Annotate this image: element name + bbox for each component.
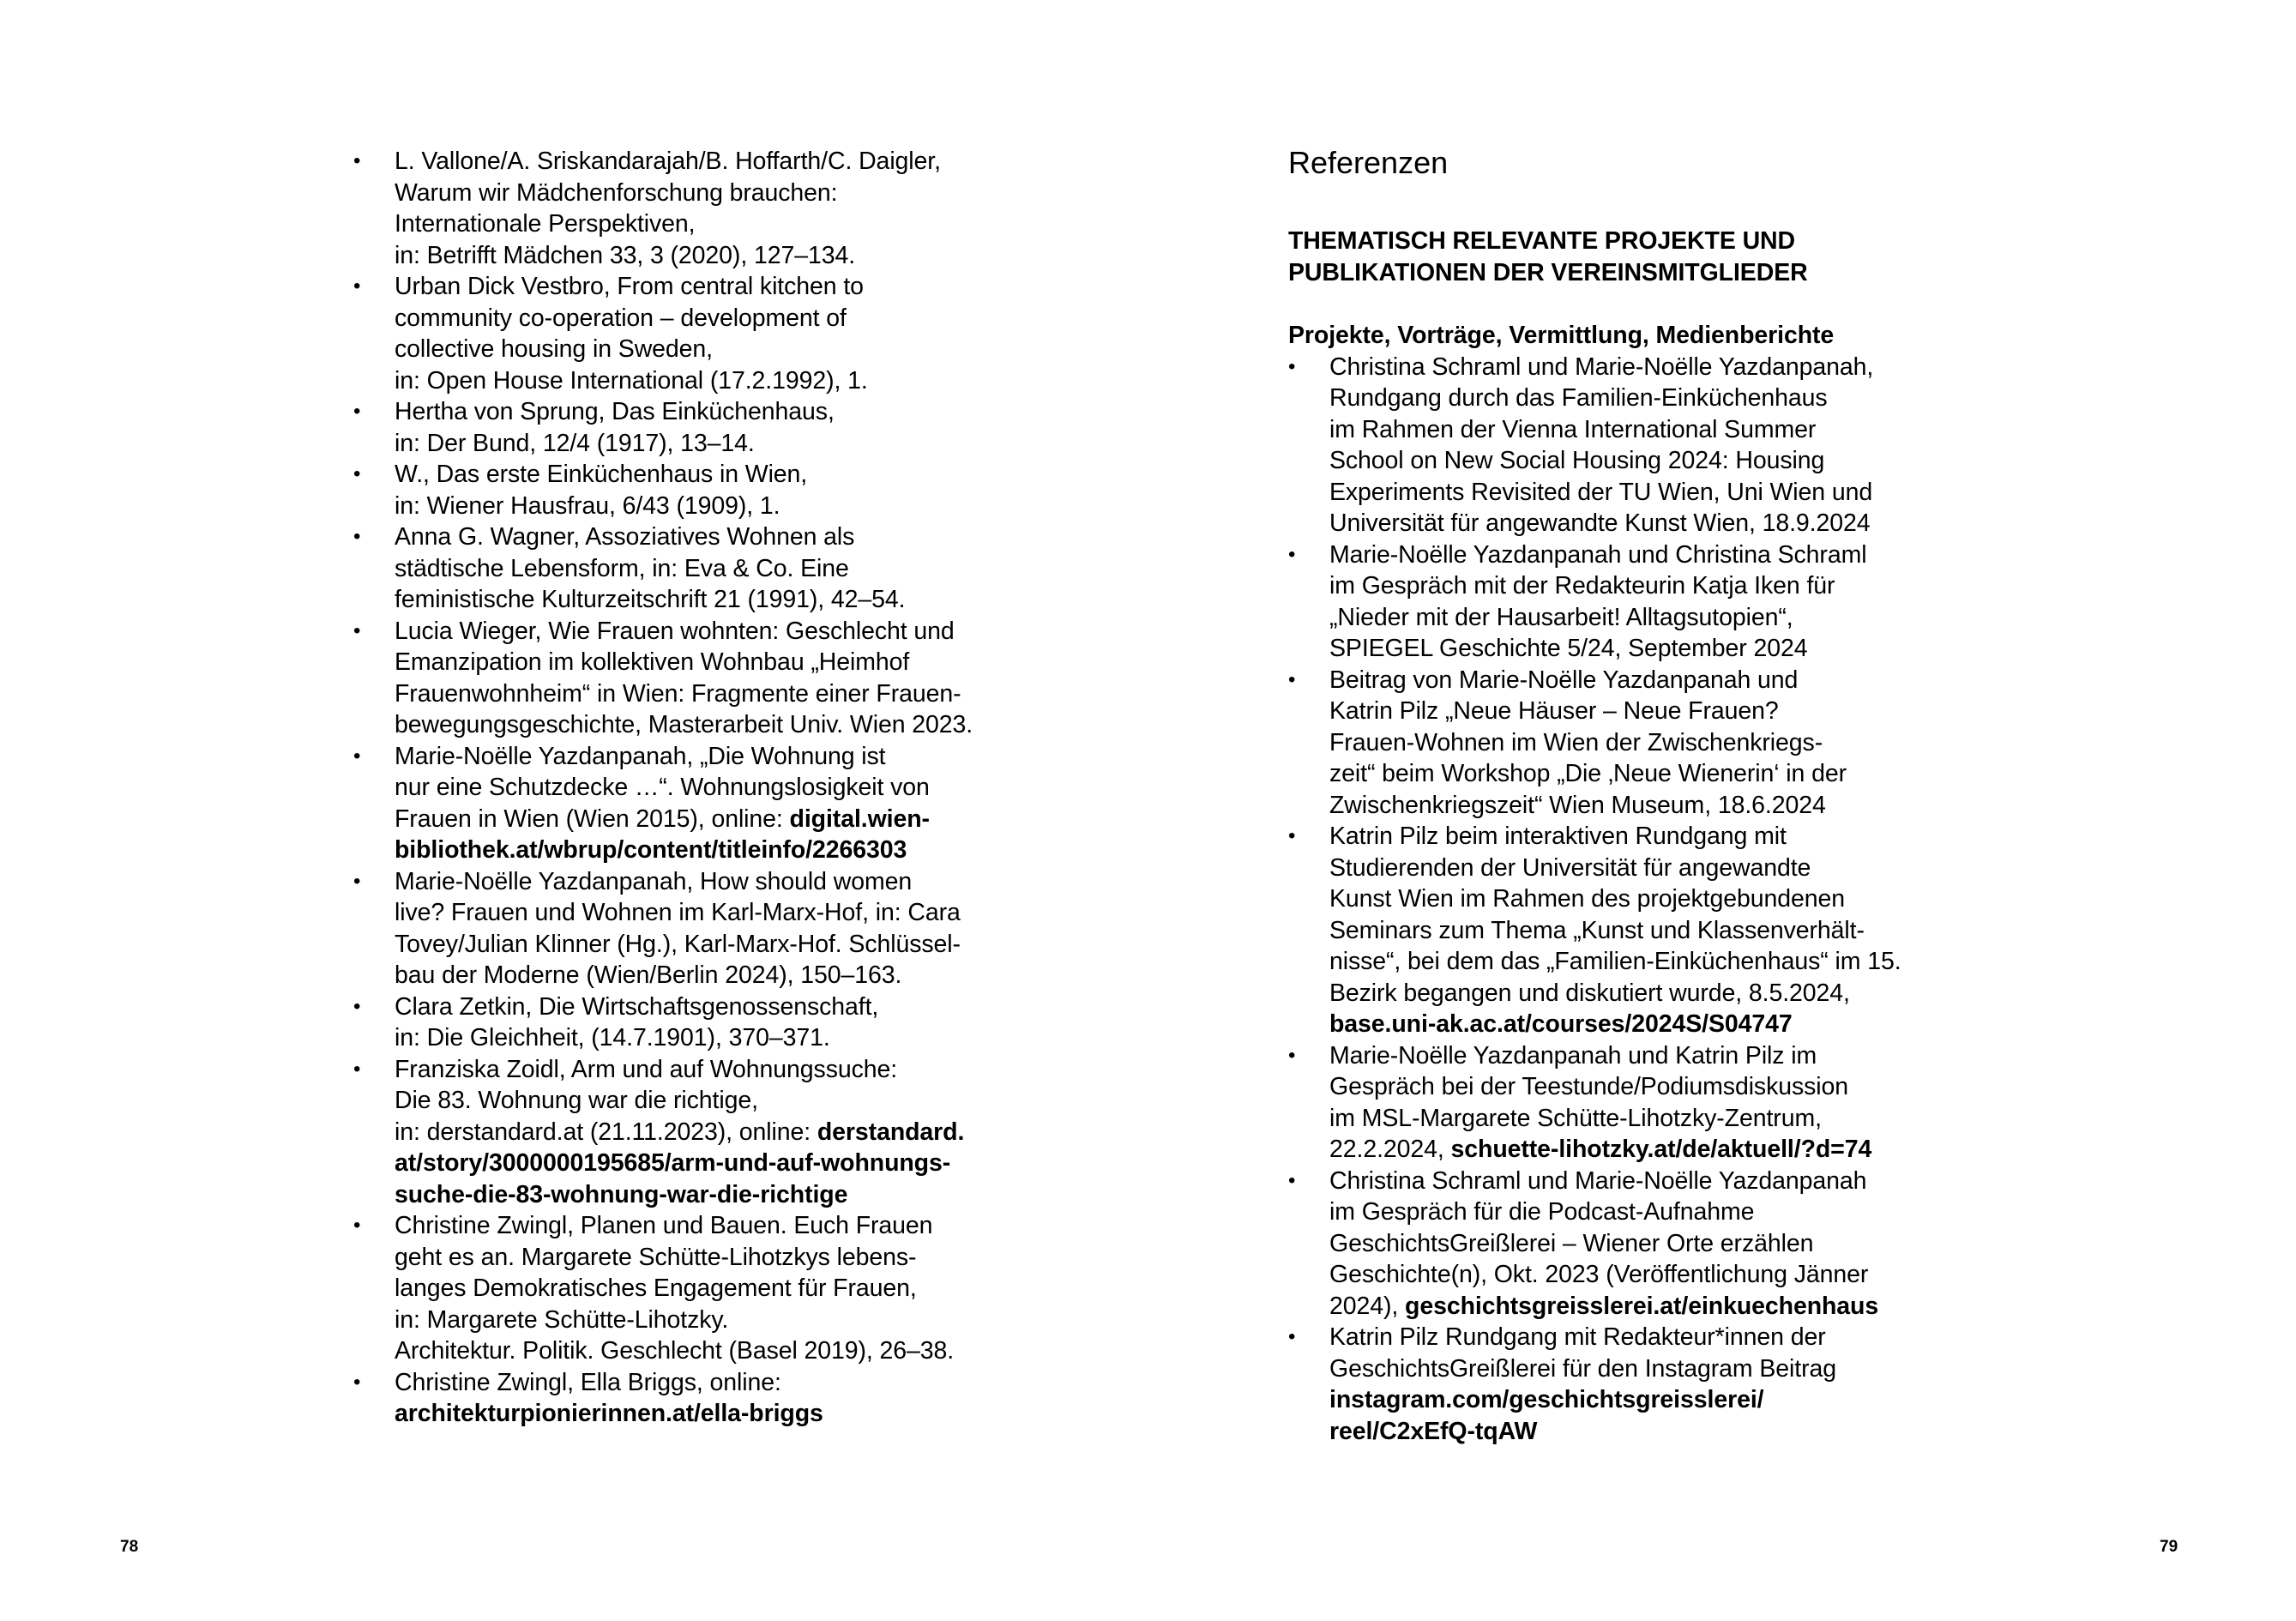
reference-line: [395, 616, 1057, 648]
reference-text: collective housing in Sweden,: [395, 335, 713, 363]
reference-line: [1329, 853, 1992, 884]
reference-text: Zwischenkriegszeit“ Wien Museum, 18.6.2024: [1329, 791, 1826, 819]
reference-line: [395, 709, 1057, 741]
reference-entry: [1288, 1322, 1992, 1447]
reference-text: Bezirk begangen und diskutiert wurde, 8.5.2024,: [1329, 979, 1850, 1007]
reference-text: Frauenwohnheim“ in Wien: Fragmente einer Frauen-: [395, 679, 961, 708]
reference-text: Christine Zwingl, Ella Briggs, online:: [395, 1368, 781, 1396]
reference-text: im Gespräch mit der Redakteurin Katja Iken für: [1329, 572, 1835, 600]
reference-text: Architektur. Politik. Geschlecht (Basel 2019), 26–38.: [395, 1337, 955, 1365]
section-title-line: THEMATISCH RELEVANTE PROJEKTE UND: [1288, 227, 1796, 255]
reference-text: Marie-Noëlle Yazdanpanah, How should women: [395, 867, 913, 895]
reference-text: live? Frauen und Wohnen im Karl-Marx-Hof, in: Cara: [395, 899, 961, 926]
reference-line: [395, 491, 1057, 522]
reference-line: [1329, 915, 1992, 947]
reference-text: Christina Schraml und Marie-Noëlle Yazdanpanah: [1329, 1166, 1867, 1195]
reference-line: [1329, 1040, 1992, 1072]
reference-text: Frauen-Wohnen im Wien der Zwischenkriegs-: [1329, 728, 1823, 756]
reference-line: [1329, 978, 1992, 1009]
reference-line: [395, 991, 1057, 1023]
reference-line: [1329, 946, 1992, 978]
reference-text: Kunst Wien im Rahmen des projektgebundenen: [1329, 885, 1845, 913]
reference-entry: [353, 521, 1057, 616]
reference-text: Emanzipation im kollektiven Wohnbau „Heimhof: [395, 648, 910, 676]
references-column: [1288, 146, 1992, 1447]
reference-entry: [1288, 352, 1992, 539]
reference-line: [395, 678, 1057, 710]
reference-line: [395, 835, 1057, 866]
reference-text: School on New Social Housing 2024: Housing: [1329, 447, 1825, 474]
reference-line: [1329, 1322, 1992, 1353]
bibliography-list: [353, 146, 1057, 1430]
reference-text: Hertha von Sprung, Das Einküchenhaus,: [395, 398, 835, 425]
reference-entry: [1288, 539, 1992, 665]
reference-text: Marie-Noëlle Yazdanpanah und Christina Schraml: [1329, 540, 1867, 569]
reference-entry: [353, 1367, 1057, 1430]
bullet-icon: •: [1288, 667, 1296, 691]
reference-text: Katrin Pilz Rundgang mit Redakteur*innen der: [1329, 1323, 1826, 1351]
reference-entry: [353, 271, 1057, 396]
bullet-icon: •: [353, 149, 361, 172]
reference-text: Marie-Noëlle Yazdanpanah und Katrin Pilz im: [1329, 1041, 1817, 1070]
reference-text: Christine Zwingl, Planen und Bauen. Euch Frauen: [395, 1212, 933, 1239]
reference-line: [1329, 1228, 1992, 1260]
bullet-icon: •: [1288, 824, 1296, 847]
reference-line: [1329, 1259, 1992, 1291]
right-page: [1148, 0, 2296, 1621]
reference-text: GeschichtsGreißlerei für den Instagram Beitrag: [1329, 1354, 1836, 1383]
reference-text: Beitrag von Marie-Noëlle Yazdanpanah und: [1329, 666, 1799, 694]
reference-line: [395, 1210, 1057, 1242]
reference-line: [1329, 508, 1992, 539]
reference-text: in: Open House International (17.2.1992), 1.: [395, 366, 868, 395]
reference-text: im MSL-Margarete Schütte-Lihotzky-Zentrum,: [1329, 1104, 1822, 1132]
reference-line: [395, 428, 1057, 460]
section-title: [1288, 226, 1992, 288]
reference-line: [395, 1179, 1057, 1211]
reference-line: [395, 271, 1057, 303]
reference-line: [1329, 696, 1992, 727]
reference-line: [395, 1085, 1057, 1117]
reference-text: Frauen in Wien (Wien 2015), online:: [395, 804, 790, 833]
reference-line: [395, 1273, 1057, 1305]
reference-line: [1329, 790, 1992, 822]
reference-line: [1329, 383, 1992, 414]
reference-text: in: derstandard.at (21.11.2023), online:: [395, 1118, 817, 1146]
reference-line: [395, 178, 1057, 209]
reference-text: im Gespräch für die Podcast-Aufnahme: [1329, 1198, 1755, 1226]
reference-line: [1329, 758, 1992, 790]
reference-line: [1329, 1134, 1992, 1166]
reference-line: [395, 1148, 1057, 1179]
bullet-icon: •: [353, 618, 361, 642]
reference-entry: [353, 459, 1057, 521]
reference-line: [395, 584, 1057, 616]
reference-line: [395, 960, 1057, 991]
reference-line: [395, 208, 1057, 240]
page-heading: Referenzen: [1288, 145, 1449, 180]
reference-line: [1329, 1103, 1992, 1135]
bullet-icon: •: [1288, 1168, 1296, 1192]
reference-link[interactable]: instagram.com/geschichtsgreisslerei/: [1329, 1386, 1764, 1413]
reference-text: Urban Dick Vestbro, From central kitchen to: [395, 273, 864, 300]
reference-text: Seminars zum Thema „Kunst und Klassenverhält-: [1329, 916, 1865, 944]
reference-line: [1329, 1071, 1992, 1103]
bullet-icon: •: [1288, 1043, 1296, 1067]
reference-line: [395, 365, 1057, 397]
reference-link[interactable]: bibliothek.at/wbrup/content/titleinfo/2266303: [395, 836, 907, 864]
page-number: 78: [120, 1538, 139, 1556]
reference-line: [1329, 1353, 1992, 1385]
reference-line: [395, 929, 1057, 961]
reference-entry: [353, 1054, 1057, 1211]
reference-text: in: Der Bund, 12/4 (1917), 13–14.: [395, 429, 755, 457]
reference-entry: [353, 396, 1057, 459]
reference-link[interactable]: suche-die-83-wohnung-war-die-richtige: [395, 1180, 848, 1208]
reference-line: [395, 1242, 1057, 1274]
bullet-icon: •: [353, 400, 361, 423]
reference-entry: [1288, 665, 1992, 822]
reference-line: [1329, 445, 1992, 477]
reference-text: Die 83. Wohnung war die richtige,: [395, 1087, 758, 1114]
reference-line: [1329, 665, 1992, 696]
bullet-icon: •: [353, 1370, 361, 1394]
reference-line: [1329, 414, 1992, 446]
reference-line: [395, 897, 1057, 929]
reference-text: 2024),: [1329, 1292, 1406, 1320]
reference-line: [395, 1117, 1057, 1148]
reference-line: [1329, 570, 1992, 602]
reference-text: Franziska Zoidl, Arm und auf Wohnungssuche:: [395, 1055, 898, 1083]
reference-link[interactable]: schuette-lihotzky.at/de/aktuell/?d=74: [1450, 1136, 1872, 1163]
reference-text: Experiments Revisited der TU Wien, Uni Wien und: [1329, 478, 1873, 506]
reference-text: Studierenden der Universität für angewandte: [1329, 853, 1811, 882]
reference-text: geht es an. Margarete Schütte-Lihotzkys lebens-: [395, 1243, 917, 1271]
reference-text: zeit“ beim Workshop „Die ‚Neue Wienerin‘ in der: [1329, 760, 1847, 787]
reference-line: [1329, 727, 1992, 759]
reference-text: L. Vallone/A. Sriskandarajah/B. Hoffarth/C. Daigler,: [395, 148, 941, 175]
reference-text: W., Das erste Einküchenhaus in Wien,: [395, 461, 808, 488]
reference-text: Warum wir Mädchenforschung brauchen:: [395, 178, 838, 207]
reference-line: [395, 1022, 1057, 1054]
reference-text: bau der Moderne (Wien/Berlin 2024), 150–163.: [395, 961, 902, 989]
bullet-icon: •: [353, 1214, 361, 1237]
reference-link[interactable]: geschichtsgreisslerei.at/einkuechenhaus: [1405, 1292, 1879, 1320]
bullet-icon: •: [353, 994, 361, 1018]
bullet-icon: •: [353, 274, 361, 298]
reference-entry: [353, 1210, 1057, 1367]
reference-link[interactable]: derstandard.: [817, 1118, 965, 1146]
reference-entry: [353, 991, 1057, 1054]
reference-line: [395, 553, 1057, 585]
reference-text: „Nieder mit der Hausarbeit! Alltagsutopien“,: [1329, 603, 1793, 631]
reference-text: langes Demokratisches Engagement für Frauen,: [395, 1275, 917, 1302]
reference-text: Universität für angewandte Kunst Wien, 18.9.2024: [1329, 509, 1871, 537]
reference-link[interactable]: at/story/3000000195685/arm-und-auf-wohnungs-: [395, 1149, 951, 1177]
reference-text: in: Margarete Schütte-Lihotzky.: [395, 1305, 729, 1334]
reference-line: [395, 866, 1057, 898]
reference-line: [395, 1335, 1057, 1367]
reference-text: 22.2.2024,: [1329, 1136, 1451, 1163]
reference-line: [1329, 633, 1992, 665]
reference-link[interactable]: digital.wien-: [789, 804, 930, 833]
reference-line: [395, 146, 1057, 178]
reference-text: nur eine Schutzdecke …“. Wohnungslosigkeit von: [395, 774, 930, 801]
reference-line: [395, 1398, 1057, 1430]
reference-line: [1329, 602, 1992, 634]
projects-list: [1288, 352, 1992, 1448]
reference-line: [1329, 1384, 1992, 1416]
reference-text: Geschichte(n), Okt. 2023 (Veröffentlichung Jänner: [1329, 1261, 1869, 1288]
bullet-icon: •: [353, 525, 361, 548]
reference-entry: [353, 146, 1057, 271]
reference-text: Tovey/Julian Klinner (Hg.), Karl-Marx-Hof. Schlüssel-: [395, 930, 961, 958]
reference-line: [1329, 883, 1992, 915]
reference-line: [1329, 1196, 1992, 1228]
reference-text: Anna G. Wagner, Assoziatives Wohnen als: [395, 523, 855, 551]
reference-text: Lucia Wieger, Wie Frauen wohnten: Geschlecht und: [395, 617, 955, 645]
reference-text: Marie-Noëlle Yazdanpanah, „Die Wohnung ist: [395, 742, 886, 770]
reference-entry: [1288, 821, 1992, 1040]
reference-line: [395, 1367, 1057, 1399]
reference-line: [1329, 539, 1992, 571]
reference-line: [395, 772, 1057, 804]
reference-link[interactable]: reel/C2xEfQ-tqAW: [1329, 1417, 1538, 1445]
reference-text: Katrin Pilz beim interaktiven Rundgang mit: [1329, 823, 1787, 850]
reference-line: [1329, 1009, 1992, 1040]
reference-link[interactable]: base.uni-ak.ac.at/courses/2024S/S04747: [1329, 1010, 1793, 1038]
reference-text: Rundgang durch das Familien-Einküchenhaus: [1329, 384, 1828, 412]
reference-line: [1329, 1291, 1992, 1323]
reference-entry: [353, 741, 1057, 866]
reference-text: in: Wiener Hausfrau, 6/43 (1909), 1.: [395, 491, 780, 520]
bullet-icon: •: [353, 462, 361, 485]
section-title-line: PUBLIKATIONEN DER VEREINSMITGLIEDER: [1288, 258, 1808, 286]
bibliography-column: [353, 146, 1057, 1430]
reference-text: nisse“, bei dem das „Familien-Einküchenhaus“ im 15.: [1329, 948, 1901, 975]
bullet-icon: •: [1288, 542, 1296, 566]
reference-entry: [1288, 1040, 1992, 1166]
reference-line: [395, 334, 1057, 365]
reference-line: [395, 396, 1057, 428]
reference-line: [395, 804, 1057, 835]
reference-entry: [1288, 1166, 1992, 1323]
reference-line: [395, 741, 1057, 773]
reference-line: [1329, 1166, 1992, 1197]
bullet-icon: •: [353, 1057, 361, 1081]
reference-line: [1329, 477, 1992, 509]
reference-text: Christina Schraml und Marie-Noëlle Yazdanpanah,: [1329, 353, 1874, 381]
page-number: 79: [2160, 1538, 2178, 1556]
reference-text: SPIEGEL Geschichte 5/24, September 2024: [1329, 635, 1808, 662]
reference-link[interactable]: architekturpionierinnen.at/ella-briggs: [395, 1400, 823, 1427]
reference-line: [395, 647, 1057, 678]
bullet-icon: •: [1288, 1325, 1296, 1348]
reference-text: in: Die Gleichheit, (14.7.1901), 370–371.: [395, 1024, 830, 1052]
reference-text: Clara Zetkin, Die Wirtschaftsgenossenschaft,: [395, 992, 879, 1021]
bullet-icon: •: [353, 869, 361, 893]
reference-line: [395, 459, 1057, 491]
reference-line: [1329, 821, 1992, 853]
reference-line: [395, 303, 1057, 334]
reference-line: [395, 521, 1057, 553]
reference-text: Internationale Perspektiven,: [395, 210, 696, 238]
reference-text: städtische Lebensform, in: Eva & Co. Eine: [395, 554, 849, 582]
bullet-icon: •: [353, 744, 361, 768]
reference-entry: [353, 616, 1057, 741]
reference-line: [1329, 352, 1992, 383]
reference-text: community co-operation – development of: [395, 304, 847, 332]
subheading: Projekte, Vorträge, Vermittlung, Medienberichte: [1288, 322, 1835, 349]
bullet-icon: •: [1288, 354, 1296, 378]
reference-line: [395, 1054, 1057, 1086]
reference-text: in: Betrifft Mädchen 33, 3 (2020), 127–134.: [395, 241, 856, 269]
reference-text: im Rahmen der Vienna International Summer: [1329, 415, 1817, 443]
reference-text: Gespräch bei der Teestunde/Podiumsdiskussion: [1329, 1073, 1849, 1100]
reference-text: GeschichtsGreißlerei – Wiener Orte erzählen: [1329, 1229, 1814, 1257]
reference-text: Katrin Pilz „Neue Häuser – Neue Frauen?: [1329, 697, 1779, 725]
reference-text: bewegungsgeschichte, Masterarbeit Univ. Wien 2023.: [395, 711, 973, 738]
reference-line: [395, 1305, 1057, 1336]
reference-entry: [353, 866, 1057, 991]
reference-text: feministische Kulturzeitschrift 21 (1991), 42–54.: [395, 586, 906, 613]
reference-line: [1329, 1416, 1992, 1448]
reference-line: [395, 240, 1057, 272]
